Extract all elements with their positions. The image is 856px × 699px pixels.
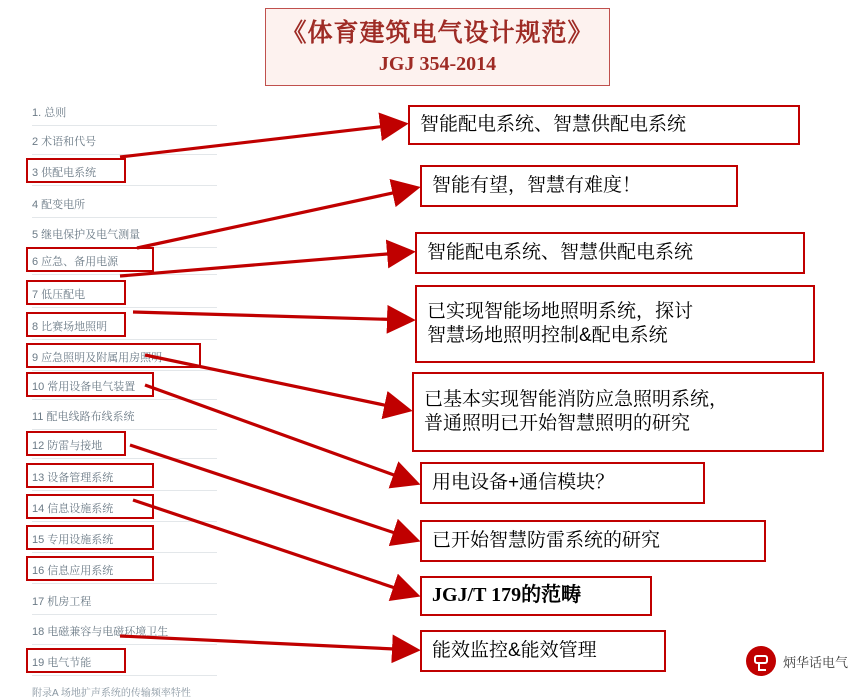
toc-item[interactable]: 9 应急照明及附属用房照明 <box>32 352 163 364</box>
callout-text: 智能配电系统、智慧供配电系统 <box>427 241 694 263</box>
toc-item[interactable]: 12 防雷与接地 <box>32 440 103 452</box>
table-of-contents <box>22 96 217 699</box>
toc-highlight-box <box>26 312 126 337</box>
callout-box <box>415 285 815 363</box>
toc-highlight-box <box>26 463 154 488</box>
toc-divider <box>32 307 217 308</box>
toc-divider <box>32 125 217 126</box>
callout-text: 已开始智慧防雷系统的研究 <box>432 529 661 551</box>
toc-highlight-box <box>26 343 201 368</box>
standard-title: 《体育建筑电气设计规范》 <box>281 19 594 47</box>
toc-divider <box>32 644 217 645</box>
callout-box <box>420 576 652 616</box>
callout-box <box>415 232 805 274</box>
toc-highlight-box <box>26 431 126 456</box>
toc-item[interactable]: 19 电气节能 <box>32 657 92 669</box>
toc-appendix: 附录A 场地扩声系统的传输频率特性 <box>32 688 191 699</box>
toc-item[interactable]: 8 比赛场地照明 <box>32 321 108 333</box>
toc-divider <box>32 552 217 553</box>
toc-item[interactable]: 13 设备管理系统 <box>32 472 114 484</box>
watermark <box>746 646 848 676</box>
toc-item[interactable]: 10 常用设备电气装置 <box>32 381 136 393</box>
toc-highlight-box <box>26 525 154 550</box>
toc-item[interactable]: 17 机房工程 <box>32 596 92 608</box>
callout-box <box>420 462 705 504</box>
toc-divider <box>32 339 217 340</box>
toc-highlight-box <box>26 556 154 581</box>
toc-item[interactable]: 4 配变电所 <box>32 199 86 211</box>
toc-divider <box>32 583 217 584</box>
toc-divider <box>32 614 217 615</box>
toc-divider <box>32 429 217 430</box>
callout-text-line2: 智慧场地照明控制&配电系统 <box>427 325 668 346</box>
toc-highlight-box <box>26 280 126 305</box>
callout-text: 能效监控&能效管理 <box>432 639 597 661</box>
toc-divider <box>32 370 217 371</box>
wechat-badge-icon <box>746 646 776 676</box>
callout-text: 智能配电系统、智慧供配电系统 <box>420 113 687 135</box>
toc-item[interactable]: 7 低压配电 <box>32 289 86 301</box>
callout-text-line1: 已实现智能场地照明系统，探讨 <box>427 300 694 322</box>
toc-divider <box>32 399 217 400</box>
toc-divider <box>32 185 217 186</box>
callout-text: 用电设备+通信模块？ <box>432 471 615 493</box>
standard-code: JGJ 354-2014 <box>378 52 497 75</box>
toc-divider <box>32 521 217 522</box>
callout-text: 智能有望，智慧有难度！ <box>432 174 642 196</box>
title-box <box>265 8 610 86</box>
toc-item[interactable]: 1. 总则 <box>32 107 67 119</box>
toc-divider <box>32 274 217 275</box>
callout-text-line1: 已基本实现智能消防应急照明系统， <box>424 388 729 410</box>
toc-item[interactable]: 16 信息应用系统 <box>32 565 114 577</box>
callout-box <box>408 105 800 145</box>
toc-highlight-box <box>26 158 126 183</box>
callout-box <box>420 520 766 562</box>
callout-text-line2: 普通照明已开始智慧照明的研究 <box>424 413 691 434</box>
callout-box <box>420 165 738 207</box>
toc-item[interactable]: 18 电磁兼容与电磁环境卫生 <box>32 626 169 638</box>
callout-box <box>420 630 666 672</box>
toc-item[interactable]: 5 继电保护及电气测量 <box>32 229 141 241</box>
toc-divider <box>32 675 217 676</box>
watermark-label: 炳华话电气 <box>782 654 848 670</box>
toc-divider <box>32 458 217 459</box>
toc-item[interactable]: 11 配电线路布线系统 <box>32 411 135 423</box>
toc-item[interactable]: 6 应急、备用电源 <box>32 256 119 268</box>
toc-item[interactable]: 15 专用设施系统 <box>32 534 114 546</box>
toc-item[interactable]: 2 术语和代号 <box>32 136 97 148</box>
toc-item[interactable]: 3 供配电系统 <box>32 167 97 179</box>
toc-divider <box>32 217 217 218</box>
toc-highlight-box <box>26 494 154 519</box>
callout-box <box>412 372 824 452</box>
toc-highlight-box <box>26 247 154 272</box>
toc-highlight-box <box>26 648 126 673</box>
callout-text: JGJ/T 179的范畴 <box>432 584 582 607</box>
toc-divider <box>32 154 217 155</box>
toc-divider <box>32 490 217 491</box>
toc-highlight-box <box>26 372 154 397</box>
toc-item[interactable]: 14 信息设施系统 <box>32 503 114 515</box>
